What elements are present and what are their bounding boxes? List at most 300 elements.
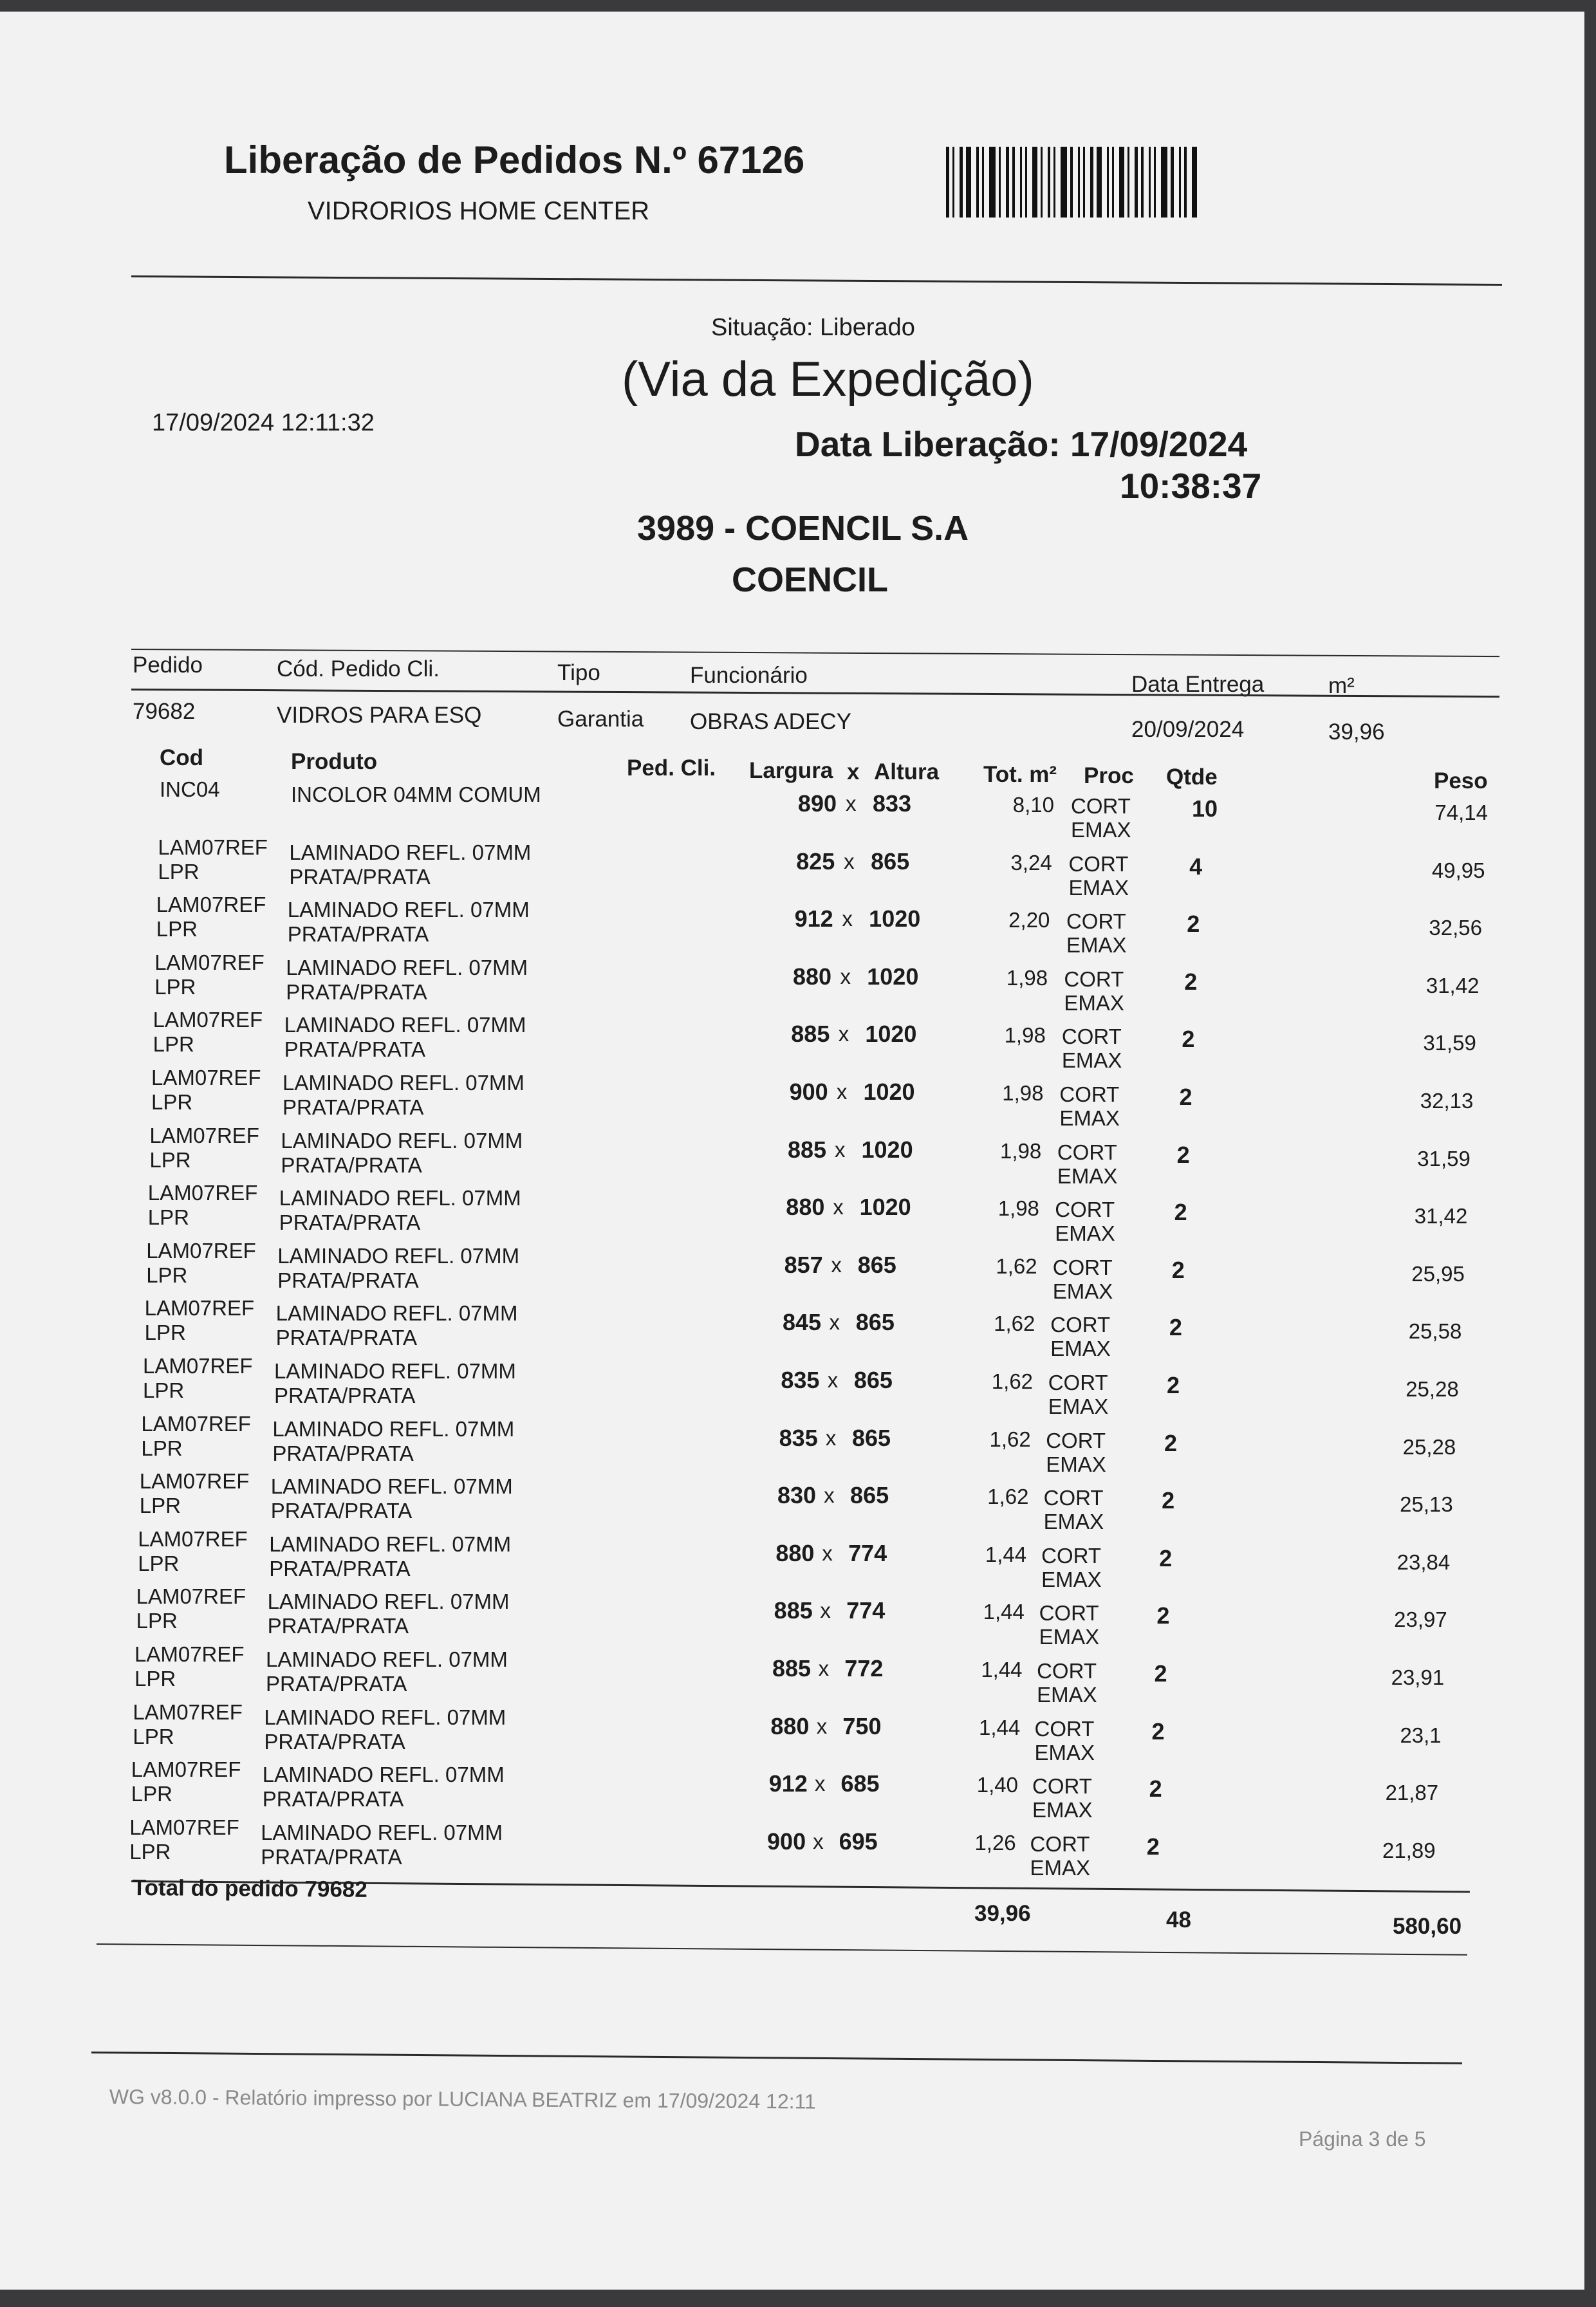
item-qtde: 2 xyxy=(1166,1372,1180,1398)
item-altura: 1020 xyxy=(863,1079,915,1105)
item-x: x xyxy=(831,1252,842,1277)
item-altura: 772 xyxy=(844,1655,884,1682)
item-proc: CORT xyxy=(1059,1082,1120,1106)
barcode xyxy=(946,147,1200,218)
item-qtde: 2 xyxy=(1174,1199,1187,1226)
item-product: LAMINADO REFL. 07MM xyxy=(262,1763,505,1787)
divider xyxy=(131,275,1502,286)
item-proc: CORT xyxy=(1048,1371,1108,1394)
item-proc: CORT xyxy=(1071,794,1131,818)
item-altura: 774 xyxy=(846,1597,886,1624)
item-cod-suffix: LPR xyxy=(158,859,200,884)
item-cod-suffix: LPR xyxy=(149,1147,191,1172)
barcode-bar xyxy=(1119,147,1124,218)
item-proc-detail: EMAX xyxy=(1041,1567,1102,1591)
item-largura: 890 xyxy=(797,790,837,817)
total-label: Total do pedido 79682 xyxy=(132,1875,367,1902)
col-cod: Cod xyxy=(160,745,204,770)
item-x: x xyxy=(838,1022,849,1046)
total-qtde: 48 xyxy=(1166,1907,1191,1932)
col-produto: Produto xyxy=(291,749,378,774)
item-proc-detail: EMAX xyxy=(1030,1855,1091,1880)
item-cod-suffix: LPR xyxy=(143,1378,185,1402)
item-product: LAMINADO REFL. 07MM xyxy=(272,1416,515,1441)
item-cod: LAM07REF xyxy=(144,1296,255,1320)
barcode-bar xyxy=(976,147,979,218)
item-cod-suffix: LPR xyxy=(151,1090,193,1114)
item-cod-suffix: LPR xyxy=(153,1032,194,1057)
order-delivery-date: 20/09/2024 xyxy=(1131,717,1245,742)
item-tot-m2: 1,62 xyxy=(996,1254,1037,1278)
item-peso: 49,95 xyxy=(1431,858,1485,882)
divider xyxy=(91,2052,1462,2064)
item-x: x xyxy=(813,1829,824,1853)
item-cod: LAM07REF xyxy=(139,1469,250,1494)
barcode-bar xyxy=(1141,147,1144,218)
header-funcionario: Funcionário xyxy=(690,663,808,688)
item-qtde: 2 xyxy=(1162,1487,1175,1514)
item-largura: 835 xyxy=(781,1367,820,1393)
item-proc: CORT xyxy=(1043,1486,1104,1510)
col-peso: Peso xyxy=(1434,768,1488,793)
item-cod-suffix: LPR xyxy=(147,1205,189,1230)
item-altura: 1020 xyxy=(865,1021,917,1048)
item-tot-m2: 1,98 xyxy=(998,1196,1039,1221)
item-product: LAMINADO REFL. 07MM xyxy=(264,1705,506,1729)
item-largura: 857 xyxy=(784,1251,823,1278)
item-proc-detail: EMAX xyxy=(1048,1394,1109,1418)
item-proc-detail: EMAX xyxy=(1071,818,1131,842)
item-qtde: 10 xyxy=(1192,795,1218,822)
item-altura: 833 xyxy=(873,790,912,817)
item-cod: LAM07REF xyxy=(136,1584,246,1609)
item-altura: 1020 xyxy=(869,905,921,932)
item-x: x xyxy=(816,1714,828,1738)
item-cod: LAM07REF xyxy=(138,1526,248,1551)
item-qtde: 2 xyxy=(1146,1833,1160,1860)
item-peso: 25,13 xyxy=(1400,1492,1453,1517)
item-peso: 23,97 xyxy=(1394,1607,1447,1632)
item-largura: 845 xyxy=(782,1309,822,1336)
item-x: x xyxy=(835,1137,846,1162)
item-proc-detail: EMAX xyxy=(1043,1510,1104,1534)
barcode-bar xyxy=(1097,147,1102,218)
item-proc: CORT xyxy=(1057,1140,1117,1164)
client-code-name: 3989 - COENCIL S.A xyxy=(637,509,969,548)
item-proc: CORT xyxy=(1037,1659,1097,1683)
item-largura: 825 xyxy=(796,848,835,875)
item-qtde: 2 xyxy=(1151,1718,1165,1745)
item-qtde: 2 xyxy=(1179,1084,1192,1110)
header-cod-pedido-cli: Cód. Pedido Cli. xyxy=(277,656,440,681)
item-proc-detail: EMAX xyxy=(1037,1683,1097,1707)
item-cod-suffix: LPR xyxy=(146,1263,188,1287)
item-cod-suffix: LPR xyxy=(154,974,196,999)
item-proc-detail: EMAX xyxy=(1061,1048,1122,1073)
item-peso: 25,28 xyxy=(1406,1377,1459,1401)
barcode-bar xyxy=(952,147,954,218)
item-proc-detail: EMAX xyxy=(1064,990,1124,1015)
item-product-detail: PRATA/PRATA xyxy=(267,1614,409,1638)
item-proc: CORT xyxy=(1066,909,1126,934)
item-altura: 865 xyxy=(871,848,910,875)
item-peso: 31,59 xyxy=(1417,1146,1471,1171)
item-cod: LAM07REF xyxy=(129,1815,239,1839)
barcode-bar xyxy=(1020,147,1022,218)
item-tot-m2: 1,44 xyxy=(979,1715,1021,1739)
item-cod: LAM07REF xyxy=(156,893,266,917)
item-largura: 880 xyxy=(775,1539,815,1566)
item-product: INCOLOR 04MM COMUM xyxy=(291,783,541,806)
item-proc-detail: EMAX xyxy=(1034,1740,1095,1765)
item-product-detail: PRATA/PRATA xyxy=(287,922,429,947)
item-product: LAMINADO REFL. 07MM xyxy=(284,1013,526,1037)
item-cod-suffix: LPR xyxy=(144,1320,186,1345)
item-peso: 25,28 xyxy=(1402,1434,1456,1459)
barcode-bar xyxy=(946,147,949,218)
item-peso: 32,56 xyxy=(1429,916,1482,940)
item-tot-m2: 1,62 xyxy=(994,1311,1035,1336)
item-product: LAMINADO REFL. 07MM xyxy=(277,1243,520,1268)
item-x: x xyxy=(824,1483,835,1508)
item-cod: LAM07REF xyxy=(154,950,264,974)
item-proc-detail: EMAX xyxy=(1057,1163,1118,1188)
item-largura: 912 xyxy=(794,905,833,932)
col-x: x xyxy=(847,759,860,784)
item-peso: 23,91 xyxy=(1391,1665,1445,1689)
item-proc-detail: EMAX xyxy=(1039,1625,1100,1649)
item-altura: 1020 xyxy=(861,1136,913,1163)
order-client-code: VIDROS PARA ESQ xyxy=(277,703,482,728)
item-tot-m2: 2,20 xyxy=(1008,908,1050,932)
item-product-detail: PRATA/PRATA xyxy=(266,1672,407,1696)
item-qtde: 2 xyxy=(1159,1544,1173,1571)
item-altura: 750 xyxy=(842,1712,882,1739)
item-peso: 21,89 xyxy=(1382,1838,1436,1862)
order-employee: OBRAS ADECY xyxy=(690,709,851,734)
item-altura: 865 xyxy=(857,1251,896,1278)
item-product-detail: PRATA/PRATA xyxy=(270,1499,413,1523)
item-x: x xyxy=(827,1368,839,1392)
item-largura: 880 xyxy=(792,963,832,990)
item-cod-suffix: LPR xyxy=(135,1667,176,1691)
item-cod-suffix: LPR xyxy=(138,1551,180,1575)
item-x: x xyxy=(825,1425,837,1450)
client-short-name: COENCIL xyxy=(732,561,888,599)
item-x: x xyxy=(829,1310,840,1335)
header-m2: m² xyxy=(1328,673,1355,698)
barcode-bar xyxy=(1070,147,1073,218)
item-x: x xyxy=(846,792,857,815)
item-largura: 880 xyxy=(786,1194,825,1221)
item-proc: CORT xyxy=(1055,1198,1115,1222)
header-data-entrega: Data Entrega xyxy=(1131,672,1265,697)
item-largura: 830 xyxy=(777,1482,817,1509)
item-proc: CORT xyxy=(1034,1716,1095,1741)
item-altura: 865 xyxy=(850,1482,889,1509)
order-number: 79682 xyxy=(133,699,196,724)
divider xyxy=(131,689,1499,698)
item-product: LAMINADO REFL. 07MM xyxy=(267,1589,510,1614)
item-cod-suffix: LPR xyxy=(141,1436,183,1460)
item-product-detail: PRATA/PRATA xyxy=(261,1844,402,1869)
item-product-detail: PRATA/PRATA xyxy=(277,1268,419,1292)
company-name: VIDRORIOS HOME CENTER xyxy=(308,197,650,225)
item-tot-m2: 1,98 xyxy=(1004,1023,1046,1048)
barcode-bar xyxy=(1184,147,1187,218)
item-tot-m2: 1,62 xyxy=(989,1427,1031,1451)
item-altura: 1020 xyxy=(867,963,919,990)
item-cod-suffix: LPR xyxy=(139,1494,181,1518)
report-footer: WG v8.0.0 - Relatório impresso por LUCIANA BEATRIZ em 17/09/2024 12:11 xyxy=(109,2085,816,2113)
item-proc-detail: EMAX xyxy=(1066,933,1127,958)
item-peso: 21,87 xyxy=(1385,1781,1439,1805)
item-tot-m2: 1,98 xyxy=(1006,965,1048,990)
item-cod: LAM07REF xyxy=(153,1008,263,1032)
item-x: x xyxy=(844,849,855,873)
item-cod-suffix: LPR xyxy=(129,1839,171,1864)
col-largura: Largura xyxy=(749,758,833,783)
barcode-bar xyxy=(1127,147,1129,218)
item-cod: LAM07REF xyxy=(151,1066,261,1089)
item-x: x xyxy=(842,907,853,931)
item-x: x xyxy=(836,1080,848,1104)
item-proc-detail: EMAX xyxy=(1059,1106,1120,1130)
item-qtde: 2 xyxy=(1169,1314,1182,1341)
barcode-bar xyxy=(1025,147,1027,218)
item-peso: 25,58 xyxy=(1408,1319,1462,1344)
item-product-detail: PRATA/PRATA xyxy=(286,979,427,1004)
item-product: LAMINADO REFL. 07MM xyxy=(289,840,532,864)
item-product: LAMINADO REFL. 07MM xyxy=(269,1532,512,1556)
item-cod: LAM07REF xyxy=(149,1123,259,1147)
item-proc: CORT xyxy=(1068,851,1129,876)
item-product-detail: PRATA/PRATA xyxy=(281,1153,422,1177)
item-tot-m2: 1,62 xyxy=(991,1369,1034,1393)
barcode-bar xyxy=(1048,147,1050,218)
item-qtde: 2 xyxy=(1187,911,1200,938)
item-product-detail: PRATA/PRATA xyxy=(284,1037,426,1062)
item-qtde: 2 xyxy=(1176,1141,1190,1168)
item-cod: INC04 xyxy=(160,777,220,801)
divider xyxy=(97,1943,1467,1956)
item-proc: CORT xyxy=(1064,967,1124,991)
item-cod-suffix: LPR xyxy=(136,1609,178,1633)
total-m2: 39,96 xyxy=(974,1901,1031,1926)
item-proc: CORT xyxy=(1032,1774,1092,1799)
barcode-bar xyxy=(999,147,1001,218)
barcode-bar xyxy=(1090,147,1093,218)
item-tot-m2: 1,40 xyxy=(976,1773,1018,1797)
item-product-detail: PRATA/PRATA xyxy=(274,1384,416,1407)
item-tot-m2: 1,98 xyxy=(1002,1081,1044,1105)
header-pedido: Pedido xyxy=(133,653,203,678)
barcode-bar xyxy=(1171,147,1174,218)
barcode-bar xyxy=(1012,147,1015,218)
item-x: x xyxy=(840,964,851,988)
item-proc-detail: EMAX xyxy=(1032,1798,1093,1822)
barcode-bar xyxy=(1053,147,1055,218)
item-tot-m2: 1,26 xyxy=(974,1830,1016,1855)
item-peso: 25,95 xyxy=(1411,1261,1465,1286)
item-product: LAMINADO REFL. 07MM xyxy=(287,898,530,922)
item-peso: 74,14 xyxy=(1434,801,1488,824)
item-cod: LAM07REF xyxy=(131,1757,241,1782)
item-proc: CORT xyxy=(1039,1601,1099,1626)
item-altura: 865 xyxy=(851,1424,891,1451)
item-x: x xyxy=(822,1541,833,1565)
item-x: x xyxy=(820,1598,831,1623)
item-largura: 885 xyxy=(787,1136,827,1163)
item-product-detail: PRATA/PRATA xyxy=(279,1210,421,1235)
item-tot-m2: 3,24 xyxy=(1010,850,1052,875)
document-title: Liberação de Pedidos N.º 67126 xyxy=(224,138,805,181)
item-altura: 865 xyxy=(855,1309,895,1336)
item-product-detail: PRATA/PRATA xyxy=(275,1326,418,1350)
item-largura: 885 xyxy=(772,1655,812,1682)
item-largura: 885 xyxy=(774,1597,813,1624)
release-time: 10:38:37 xyxy=(1120,466,1262,506)
col-proc: Proc xyxy=(1084,763,1134,788)
header-tipo: Tipo xyxy=(557,660,600,685)
item-altura: 1020 xyxy=(859,1194,911,1221)
item-proc-detail: EMAX xyxy=(1046,1452,1106,1476)
barcode-bar xyxy=(1083,147,1085,218)
item-altura: 695 xyxy=(839,1828,878,1855)
item-largura: 900 xyxy=(767,1828,806,1855)
item-tot-m2: 1,44 xyxy=(985,1542,1027,1566)
barcode-bar xyxy=(1041,147,1043,218)
item-proc-detail: EMAX xyxy=(1050,1337,1111,1361)
item-proc: CORT xyxy=(1046,1428,1106,1452)
barcode-bar xyxy=(1149,147,1151,218)
barcode-bar xyxy=(1112,147,1114,218)
item-product: LAMINADO REFL. 07MM xyxy=(275,1301,518,1326)
item-product-detail: PRATA/PRATA xyxy=(264,1729,405,1754)
item-qtde: 2 xyxy=(1182,1026,1195,1053)
item-peso: 31,42 xyxy=(1414,1204,1468,1228)
item-largura: 880 xyxy=(770,1712,810,1739)
item-qtde: 2 xyxy=(1164,1429,1178,1456)
item-cod: LAM07REF xyxy=(147,1181,258,1205)
item-product: LAMINADO REFL. 07MM xyxy=(274,1359,516,1383)
item-product-detail: PRATA/PRATA xyxy=(272,1441,414,1465)
col-altura: Altura xyxy=(874,759,940,784)
col-qtde: Qtde xyxy=(1166,764,1218,790)
barcode-bar xyxy=(1154,147,1156,218)
barcode-bar xyxy=(1032,147,1037,218)
item-x: x xyxy=(818,1656,830,1680)
item-product: LAMINADO REFL. 07MM xyxy=(266,1647,508,1671)
item-product: LAMINADO REFL. 07MM xyxy=(286,955,528,979)
item-x: x xyxy=(833,1195,844,1219)
item-cod: LAM07REF xyxy=(143,1354,253,1378)
item-cod: LAM07REF xyxy=(133,1700,243,1724)
item-product: LAMINADO REFL. 07MM xyxy=(281,1128,523,1153)
barcode-bar xyxy=(1107,147,1109,218)
barcode-bar xyxy=(1006,147,1009,218)
barcode-bar xyxy=(1135,147,1138,218)
item-peso: 23,84 xyxy=(1396,1550,1451,1574)
item-tot-m2: 1,62 xyxy=(987,1485,1029,1509)
barcode-bar xyxy=(1061,147,1067,218)
item-largura: 835 xyxy=(779,1424,818,1451)
item-tot-m2: 1,98 xyxy=(999,1138,1042,1163)
item-proc: CORT xyxy=(1061,1024,1122,1049)
item-largura: 912 xyxy=(768,1770,808,1797)
item-proc: CORT xyxy=(1052,1255,1113,1279)
item-qtde: 2 xyxy=(1154,1660,1167,1687)
release-date: Data Liberação: 17/09/2024 xyxy=(795,424,1248,464)
total-peso: 580,60 xyxy=(1393,1914,1462,1939)
item-cod: LAM07REF xyxy=(158,835,268,859)
barcode-bar xyxy=(966,147,971,218)
item-peso: 23,1 xyxy=(1400,1723,1442,1747)
col-ped-cli: Ped. Cli. xyxy=(627,755,716,781)
item-proc-detail: EMAX xyxy=(1068,875,1129,900)
page-number: Página 3 de 5 xyxy=(1299,2127,1426,2151)
item-cod: LAM07REF xyxy=(146,1238,256,1263)
item-altura: 685 xyxy=(840,1770,880,1797)
item-tot-m2: 8,10 xyxy=(1012,793,1054,817)
item-product: LAMINADO REFL. 07MM xyxy=(279,1186,521,1210)
order-type: Garantia xyxy=(557,707,644,732)
barcode-bar xyxy=(982,147,984,218)
item-product-detail: PRATA/PRATA xyxy=(289,864,431,889)
item-proc-detail: EMAX xyxy=(1055,1221,1115,1246)
print-datetime: 17/09/2024 12:11:32 xyxy=(152,409,375,436)
item-peso: 32,13 xyxy=(1420,1089,1474,1113)
barcode-bar xyxy=(989,147,996,218)
document-page xyxy=(0,12,1584,2290)
item-qtde: 2 xyxy=(1149,1775,1162,1802)
item-largura: 885 xyxy=(791,1021,830,1048)
item-peso: 31,42 xyxy=(1425,973,1480,997)
item-altura: 865 xyxy=(853,1367,893,1393)
item-proc-detail: EMAX xyxy=(1052,1279,1113,1303)
barcode-bar xyxy=(960,147,963,218)
copy-type: (Via da Expedição) xyxy=(622,352,1034,407)
barcode-bar xyxy=(1179,147,1181,218)
barcode-bar xyxy=(1192,147,1197,218)
barcode-bar xyxy=(1161,147,1167,218)
item-qtde: 2 xyxy=(1184,968,1198,995)
item-qtde: 4 xyxy=(1189,853,1203,880)
item-product: LAMINADO REFL. 07MM xyxy=(283,1071,524,1095)
item-cod-suffix: LPR xyxy=(133,1724,174,1748)
item-cod: LAM07REF xyxy=(135,1642,245,1666)
item-cod-suffix: LPR xyxy=(156,917,198,941)
item-cod-suffix: LPR xyxy=(131,1782,172,1806)
item-product: LAMINADO REFL. 07MM xyxy=(270,1474,513,1499)
item-proc: CORT xyxy=(1050,1313,1111,1337)
item-cod: LAM07REF xyxy=(141,1411,251,1436)
item-product: LAMINADO REFL. 07MM xyxy=(261,1820,503,1844)
status-text: Situação: Liberado xyxy=(711,314,915,341)
item-peso: 31,59 xyxy=(1423,1031,1476,1055)
barcode-bar xyxy=(1078,147,1080,218)
item-qtde: 2 xyxy=(1156,1602,1170,1629)
item-proc: CORT xyxy=(1030,1831,1090,1856)
item-product-detail: PRATA/PRATA xyxy=(262,1787,404,1811)
item-tot-m2: 1,44 xyxy=(981,1658,1023,1682)
item-proc: CORT xyxy=(1041,1543,1102,1568)
item-x: x xyxy=(814,1772,826,1796)
item-product-detail: PRATA/PRATA xyxy=(283,1095,424,1119)
item-tot-m2: 1,44 xyxy=(983,1600,1025,1624)
item-product-detail: PRATA/PRATA xyxy=(269,1556,411,1580)
item-largura: 900 xyxy=(789,1079,828,1105)
